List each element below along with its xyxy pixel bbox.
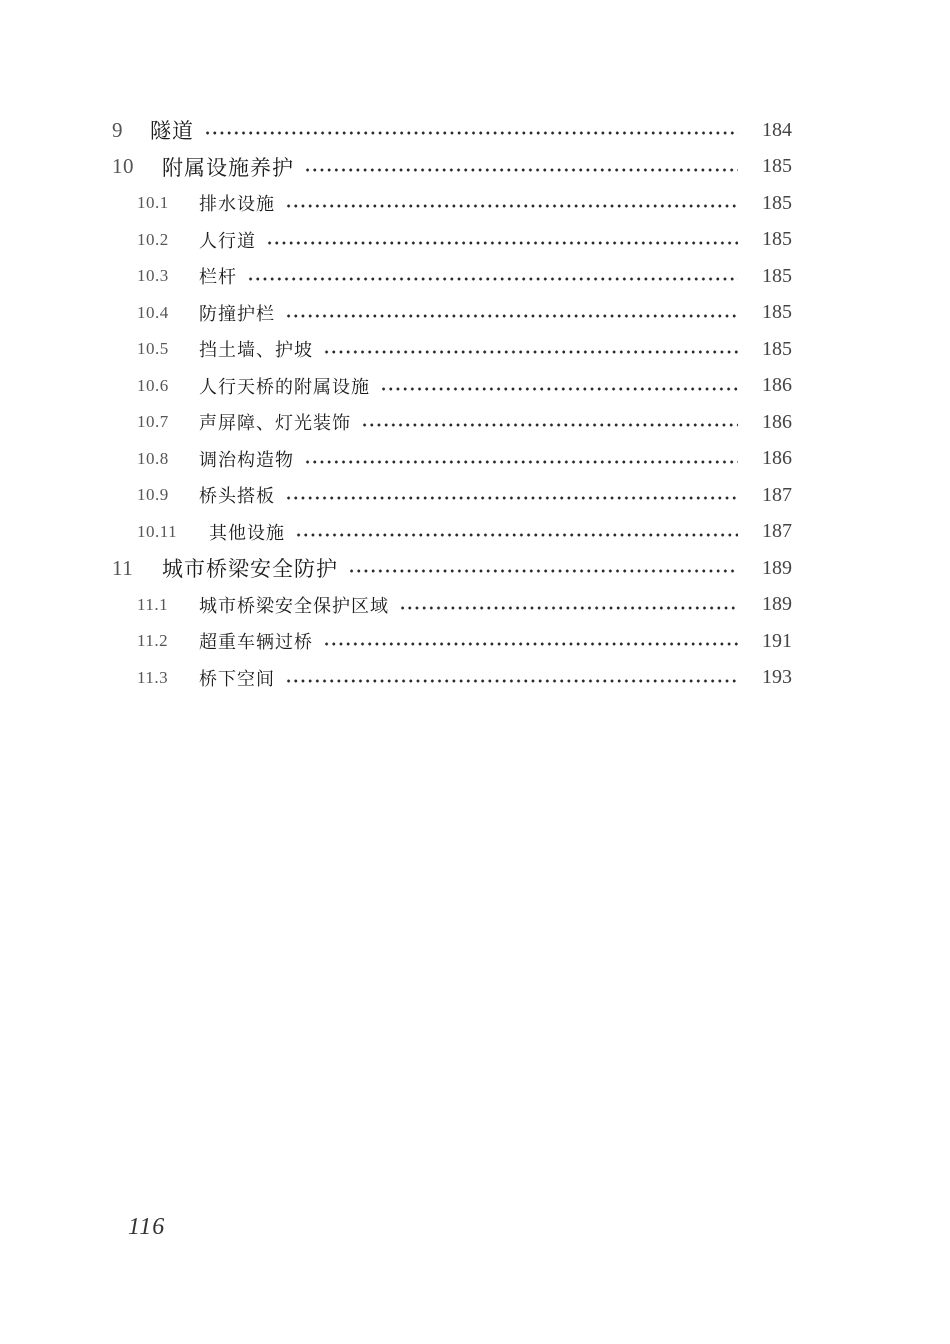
toc-entry-number: 10.1 bbox=[137, 193, 169, 213]
toc-entry-number: 10.2 bbox=[137, 229, 169, 249]
toc-entry-title: 城市桥梁安全保护区域 bbox=[199, 595, 389, 617]
dot-leader bbox=[266, 241, 738, 245]
dot-leader bbox=[204, 131, 738, 135]
toc-entry[interactable] bbox=[112, 112, 792, 149]
toc-entry-page: 186 bbox=[762, 410, 792, 433]
dot-leader bbox=[285, 314, 738, 318]
toc-entry-page: 185 bbox=[762, 228, 792, 251]
toc-entry-number: 10.7 bbox=[137, 412, 169, 432]
toc-entry-title: 城市桥梁安全防护 bbox=[162, 557, 338, 582]
toc-subentry[interactable] bbox=[112, 404, 792, 441]
toc-subentry[interactable] bbox=[112, 514, 792, 551]
dot-leader bbox=[295, 533, 738, 537]
dot-leader bbox=[361, 423, 738, 427]
toc-entry-page: 193 bbox=[762, 666, 792, 689]
dot-leader bbox=[323, 642, 738, 646]
dot-leader bbox=[399, 606, 738, 610]
toc-entry-number: 10.3 bbox=[137, 266, 169, 286]
toc-entry-number: 9 bbox=[112, 117, 123, 142]
toc-entry[interactable] bbox=[112, 550, 792, 587]
toc-entry-page: 185 bbox=[762, 264, 792, 287]
toc-entry-page: 189 bbox=[762, 556, 792, 579]
toc-entry-number: 11.2 bbox=[137, 631, 169, 651]
toc-entry-title: 防撞护栏 bbox=[199, 303, 275, 325]
dot-leader bbox=[380, 387, 738, 391]
toc-entry[interactable] bbox=[112, 149, 792, 186]
toc-entry-number: 11.3 bbox=[137, 667, 169, 687]
toc-entry-page: 187 bbox=[762, 520, 792, 543]
page-number: 116 bbox=[128, 1214, 166, 1240]
toc-subentry[interactable] bbox=[112, 587, 792, 624]
toc-subentry[interactable] bbox=[112, 660, 792, 697]
dot-leader bbox=[285, 204, 738, 208]
dot-leader bbox=[323, 350, 738, 354]
toc-entry-title: 调治构造物 bbox=[199, 449, 294, 471]
toc-subentry[interactable] bbox=[112, 222, 792, 259]
toc-entry-number: 10.6 bbox=[137, 375, 169, 395]
toc-entry-page: 186 bbox=[762, 374, 792, 397]
toc-entry-page: 189 bbox=[762, 593, 792, 616]
toc-entry-page: 185 bbox=[762, 301, 792, 324]
toc-entry-number: 10 bbox=[112, 154, 134, 179]
toc-entry-number: 10.11 bbox=[137, 521, 178, 541]
toc-entry-number: 10.8 bbox=[137, 448, 169, 468]
dot-leader bbox=[304, 168, 738, 172]
toc-entry-number: 10.4 bbox=[137, 302, 169, 322]
toc-subentry[interactable] bbox=[112, 368, 792, 405]
dot-leader bbox=[247, 277, 738, 281]
dot-leader bbox=[285, 496, 738, 500]
toc-subentry[interactable] bbox=[112, 185, 792, 222]
toc-entry-number: 11.1 bbox=[137, 594, 169, 614]
toc-entry-title: 隧道 bbox=[150, 119, 194, 144]
toc-subentry[interactable] bbox=[112, 477, 792, 514]
toc-entry-title: 超重车辆过桥 bbox=[199, 632, 313, 654]
dot-leader bbox=[304, 460, 738, 464]
dot-leader bbox=[285, 679, 738, 683]
toc-entry-title: 挡土墙、护坡 bbox=[199, 340, 313, 362]
toc-subentry[interactable] bbox=[112, 623, 792, 660]
toc-subentry[interactable] bbox=[112, 258, 792, 295]
toc-subentry[interactable] bbox=[112, 331, 792, 368]
toc-entry-number: 11 bbox=[112, 555, 134, 580]
toc-entry-title: 其他设施 bbox=[209, 522, 285, 544]
table-of-contents bbox=[112, 112, 792, 696]
toc-entry-page: 184 bbox=[762, 118, 792, 141]
toc-entry-number: 10.5 bbox=[137, 339, 169, 359]
toc-entry-page: 185 bbox=[762, 155, 792, 178]
toc-entry-title: 声屏障、灯光装饰 bbox=[199, 413, 351, 435]
toc-entry-title: 附属设施养护 bbox=[162, 155, 294, 180]
toc-subentry[interactable] bbox=[112, 441, 792, 478]
toc-subentry[interactable] bbox=[112, 295, 792, 332]
toc-entry-page: 185 bbox=[762, 191, 792, 214]
toc-entry-number: 10.9 bbox=[137, 485, 169, 505]
toc-entry-title: 人行天桥的附属设施 bbox=[199, 376, 370, 398]
toc-entry-page: 186 bbox=[762, 447, 792, 470]
toc-entry-title: 桥头搭板 bbox=[199, 486, 275, 508]
dot-leader bbox=[348, 569, 738, 573]
toc-entry-page: 187 bbox=[762, 483, 792, 506]
toc-entry-title: 人行道 bbox=[199, 230, 256, 252]
toc-entry-page: 185 bbox=[762, 337, 792, 360]
toc-entry-title: 栏杆 bbox=[199, 267, 237, 289]
toc-entry-title: 排水设施 bbox=[199, 194, 275, 216]
toc-entry-title: 桥下空间 bbox=[199, 668, 275, 690]
toc-entry-page: 191 bbox=[762, 629, 792, 652]
